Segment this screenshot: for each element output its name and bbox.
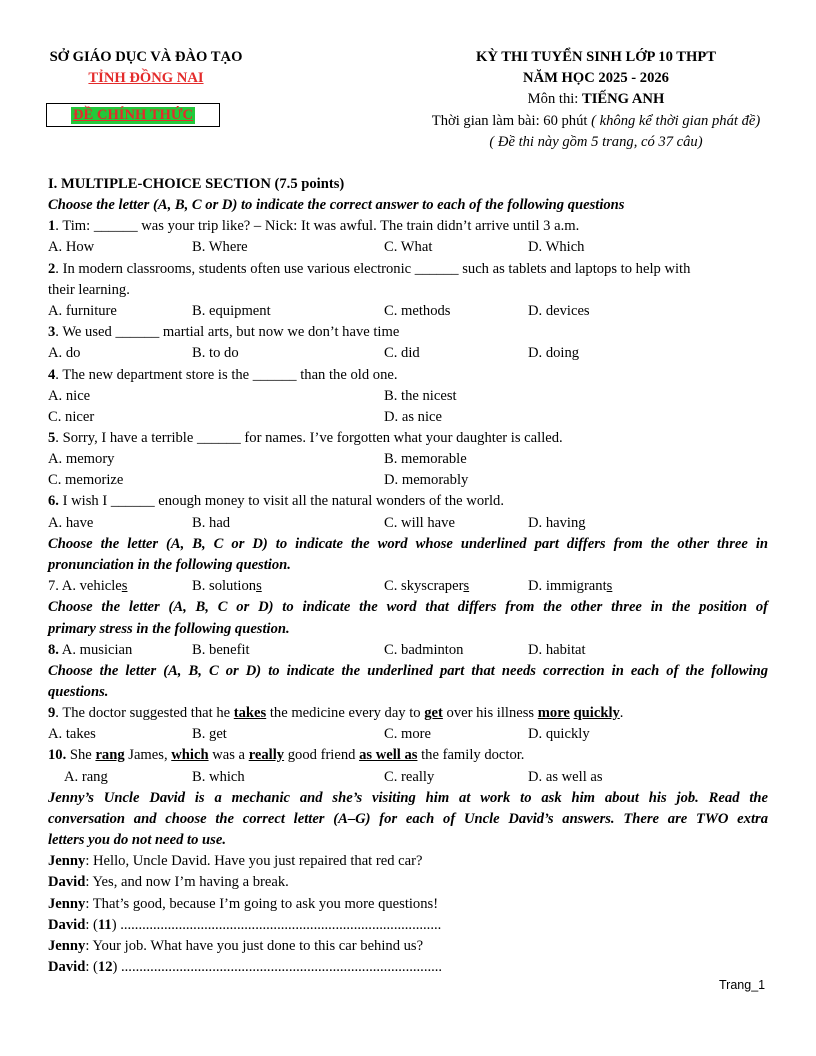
question-2-cont: their learning. — [48, 282, 130, 298]
province-name: TỈNH ĐỒNG NAI — [88, 70, 204, 86]
q5-option-c: C. memorize — [48, 472, 124, 488]
q4-option-c: C. nicer — [48, 409, 95, 425]
dialogue-answer-11: David: (11) ........................................................................................ — [48, 917, 442, 933]
q9-option-c: C. more — [384, 726, 432, 742]
question-5: 5. Sorry, I have a terrible ______ for names. I’ve forgotten what your daughter is called. — [48, 430, 563, 446]
q2-option-c: C. methods — [384, 303, 451, 319]
official-exam-label: ĐỀ CHÍNH THỨC — [72, 107, 193, 123]
dialogue-answer-12: David: (12) ........................................................................................ — [48, 959, 443, 975]
q6-option-c: C. will have — [384, 515, 455, 531]
official-exam-box — [46, 103, 220, 127]
speaker: Jenny — [48, 853, 86, 869]
q10-option-b: B. which — [192, 769, 245, 785]
dialogue-line: David: Yes, and now I’m having a break. — [48, 874, 289, 890]
instruction-5-line2: conversation and choose the correct letter (A–G) for each of Uncle David’s answers. There are TWO extra — [48, 811, 768, 827]
instruction-5-line3: letters you do not need to use. — [48, 832, 226, 848]
subject-line: Môn thi: TIẾNG ANH — [527, 91, 665, 107]
speaker: Jenny — [48, 938, 86, 954]
q8-option-c: C. badminton — [384, 642, 464, 658]
school-year: NĂM HỌC 2025 - 2026 — [523, 70, 669, 86]
q4-option-b: B. the nicest — [384, 388, 457, 404]
speaker: David — [48, 874, 86, 890]
q6-option-d: D. having — [528, 515, 586, 531]
q3-option-a: A. do — [48, 345, 81, 361]
dialogue-line: Jenny: Your job. What have you just done to this car behind us? — [48, 938, 424, 954]
q10-option-c: C. really — [384, 769, 435, 785]
q6-option-b: B. had — [192, 515, 231, 531]
instruction-5: Jenny’s Uncle David is a mechanic and she’s visiting him at work to ask him about his job. Read the — [48, 790, 768, 806]
q5-option-a: A. memory — [48, 451, 115, 467]
instruction-3: Choose the letter (A, B, C or D) to indicate the word that differs from the other three in the position of — [48, 599, 768, 615]
q5-option-b: B. memorable — [384, 451, 467, 467]
q3-option-c: C. did — [384, 345, 420, 361]
q3-option-d: D. doing — [528, 345, 580, 361]
speaker: David — [48, 917, 86, 933]
q1-option-b: B. Where — [192, 239, 248, 255]
q2-option-a: A. furniture — [48, 303, 117, 319]
q1-option-a: A. How — [48, 239, 95, 255]
instruction-2-cont: pronunciation in the following question. — [48, 557, 291, 573]
q7-option-d: D. immigrants — [528, 578, 613, 594]
q8-option-d: D. habitat — [528, 642, 586, 658]
q3-option-b: B. to do — [192, 345, 239, 361]
instruction-2: Choose the letter (A, B, C or D) to indicate the word whose underlined part differs from the other three in — [48, 536, 768, 552]
question-10: 10. She rang James, which was a really good friend as well as the family doctor. — [48, 747, 525, 763]
instruction-3-cont: primary stress in the following question. — [48, 621, 290, 637]
question-4: 4. The new department store is the ______ than the old one. — [48, 367, 398, 383]
q1-option-d: D. Which — [528, 239, 585, 255]
speaker: David — [48, 959, 86, 975]
pages-note: ( Đề thi này gồm 5 trang, có 37 câu) — [489, 134, 703, 150]
speaker: Jenny — [48, 896, 86, 912]
q10-option-d: D. as well as — [528, 769, 603, 785]
subject-name: TIẾNG ANH — [582, 91, 665, 107]
q9-option-a: A. takes — [48, 726, 96, 742]
question-3: 3. We used ______ martial arts, but now we don’t have time — [48, 324, 400, 340]
q10-option-a: A. rang — [64, 769, 108, 785]
question-9: 9. The doctor suggested that he takes the medicine every day to get over his illness more quickly. — [48, 705, 624, 721]
instruction-1: Choose the letter (A, B, C or D) to indicate the correct answer to each of the following questions — [48, 197, 625, 213]
q1-option-c: C. What — [384, 239, 433, 255]
q7-option-c: C. skyscrapers — [384, 578, 470, 594]
dialogue-line: Jenny: Hello, Uncle David. Have you just repaired that red car? — [48, 853, 423, 869]
page-number: Trang_1 — [719, 978, 766, 992]
section-title: I. MULTIPLE-CHOICE SECTION (7.5 points) — [48, 176, 345, 192]
question-1: 1. Tim: ______ was your trip like? – Nick: It was awful. The train didn’t arrive until 3 a.m. — [48, 218, 580, 234]
exam-title: KỲ THI TUYỂN SINH LỚP 10 THPT — [475, 49, 717, 65]
q2-option-b: B. equipment — [192, 303, 271, 319]
dialogue-line: Jenny: That’s good, because I’m going to ask you more questions! — [48, 896, 439, 912]
instruction-4-cont: questions. — [48, 684, 109, 700]
q4-option-d: D. as nice — [384, 409, 442, 425]
q7-option-b: B. solutions — [192, 578, 262, 594]
q9-option-d: D. quickly — [528, 726, 590, 742]
time-line: Thời gian làm bài: 60 phút ( không kể thời gian phát đề) — [431, 113, 761, 129]
q4-option-a: A. nice — [48, 388, 91, 404]
instruction-4: Choose the letter (A, B, C or D) to indicate the underlined part that needs correction in each of the following — [48, 663, 768, 679]
q6-option-a: A. have — [48, 515, 94, 531]
question-2: 2. In modern classrooms, students often use various electronic ______ such as tablets and laptops to help with — [48, 261, 691, 277]
q2-option-d: D. devices — [528, 303, 590, 319]
department-name: SỞ GIÁO DỤC VÀ ĐÀO TẠO — [49, 49, 243, 65]
question-8: 8. A. musician — [48, 642, 133, 658]
q9-option-b: B. get — [192, 726, 227, 742]
q5-option-d: D. memorably — [384, 472, 469, 488]
question-7: 7. A. vehicles — [48, 578, 128, 594]
question-6: 6. I wish I ______ enough money to visit all the natural wonders of the world. — [48, 493, 504, 509]
q8-option-b: B. benefit — [192, 642, 250, 658]
